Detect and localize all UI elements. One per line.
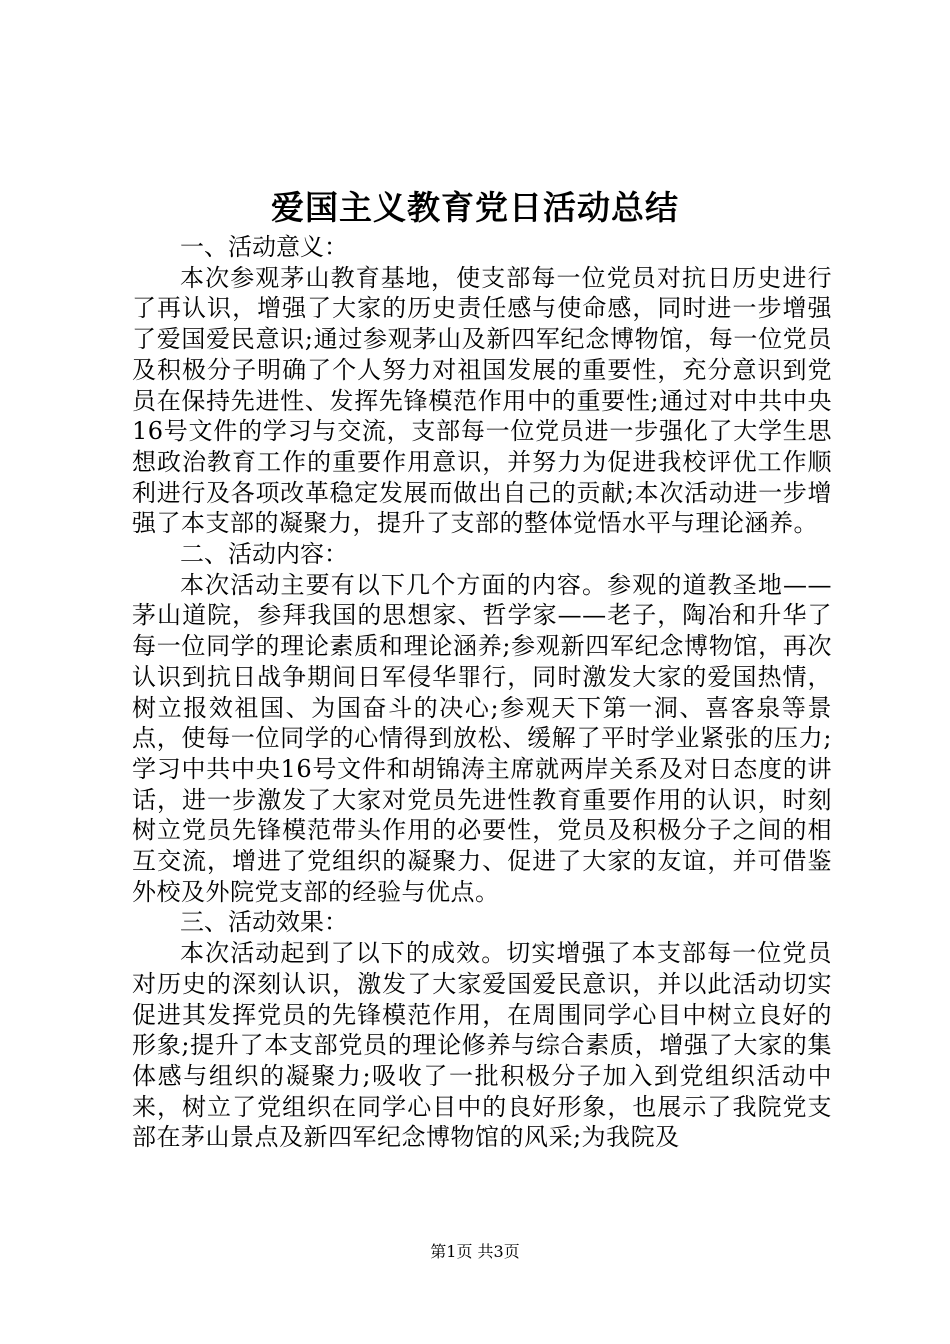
document-body — [132, 232, 832, 1153]
section-paragraph-content: 本次活动主要有以下几个方面的内容。参观的道教圣地——茅山道院，参拜我国的思想家、哲学家——老子，陶冶和升华了每一位同学的理论素质和理论涵养;参观新四军纪念博物馆，再次认识到抗日战争期间日军侵华罪行，同时激发大家的爱国热情，树立报效祖国、为国奋斗的决心;参观天下第一洞、喜客泉等景点，使每一位同学的心情得到放松、缓解了平时学业紧张的压力;学习中共中央16号文件和胡锦涛主席就两岸关系及对日态度的讲话，进一步激发了大家对党员先进性教育重要作用的认识，时刻树立党员先锋模范带头作用的必要性，党员及积极分子之间的相互交流，增进了党组织的凝聚力、促进了大家的友谊，并可借鉴外校及外院党支部的经验与优点。 — [132, 570, 832, 906]
section-paragraph-effect: 本次活动起到了以下的成效。切实增强了本支部每一位党员对历史的深刻认识，激发了大家爱国爱民意识，并以此活动切实促进其发挥党员的先锋模范作用，在周围同学心目中树立良好的形象;提升了本支部党员的理论修养与综合素质，增强了大家的集体感与组织的凝聚力;吸收了一批积极分子加入到党组织活动中来，树立了党组织在同学心目中的良好形象，也展示了我院党支部在茅山景点及新四军纪念博物馆的风采;为我院及 — [132, 939, 832, 1152]
document-title: 爱国主义教育党日活动总结 — [271, 188, 679, 227]
section-paragraph-significance: 本次参观茅山教育基地，使支部每一位党员对抗日历史进行了再认识，增强了大家的历史责任感与使命感，同时进一步增强了爱国爱民意识;通过参观茅山及新四军纪念博物馆，每一位党员及积极分子明确了个人努力对祖国发展的重要性，充分意识到党员在保持先进性、发挥先锋模范作用中的重要性;通过对中共中央16号文件的学习与交流，支部每一位党员进一步强化了大学生思想政治教育工作的重要作用意识，并努力为促进我校评优工作顺利进行及各项改革稳定发展而做出自己的贡献;本次活动进一步增强了本支部的凝聚力，提升了支部的整体觉悟水平与理论涵养。 — [132, 263, 832, 538]
section-heading-content: 二、活动内容： — [180, 540, 348, 569]
page-number-indicator: 第1页 共3页 — [430, 1242, 520, 1261]
section-heading-effect: 三、活动效果： — [180, 908, 348, 937]
page-footer — [0, 1240, 950, 1264]
section-heading-significance: 一、活动意义： — [180, 233, 348, 261]
